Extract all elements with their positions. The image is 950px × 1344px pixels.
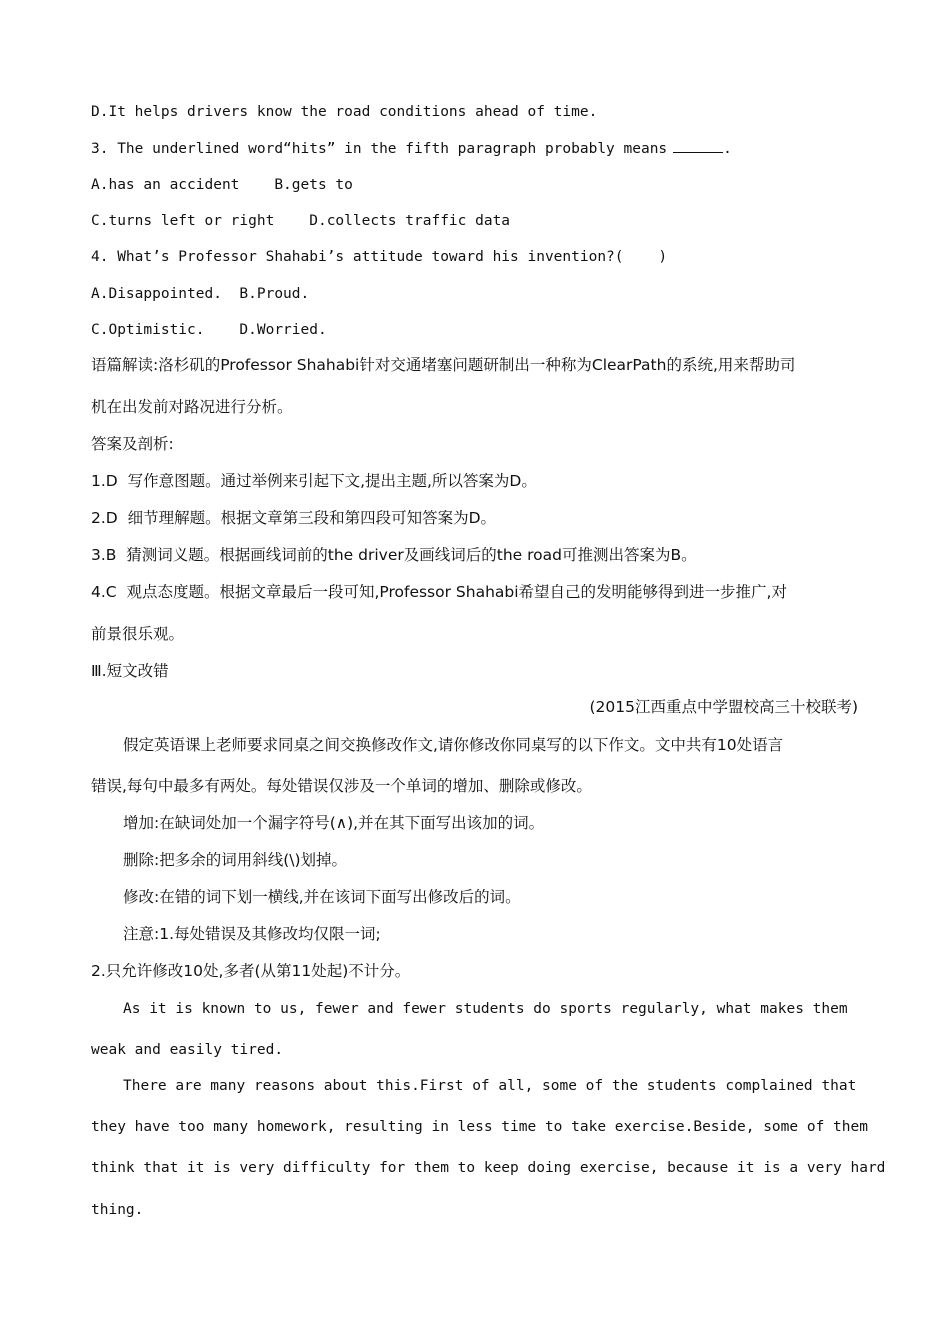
delete-rule: 删除:把多余的词用斜线(\)划掉。 <box>123 851 348 869</box>
essay-p2-line-1: There are many reasons about this.First of all, some of the students complained that <box>123 1078 857 1094</box>
answer-2: 2.D 细节理解题。根据文章第三段和第四段可知答案为D。 <box>91 509 497 527</box>
instruction-line-2: 错误,每句中最多有两处。每处错误仅涉及一个单词的增加、删除或修改。 <box>91 777 592 795</box>
q3-stem-end: . <box>723 141 732 157</box>
answer-4-line-1: 4.C 观点态度题。根据文章最后一段可知,Professor Shahabi希望自己的发明能够得到进一步推广,对 <box>91 583 787 601</box>
q4-options-ab: A.Disappointed. B.Proud. <box>91 286 310 302</box>
q3-options-ab: A.has an accident B.gets to <box>91 177 353 193</box>
summary-line-1: 语篇解读:洛杉矶的Professor Shahabi针对交通堵塞问题研制出一种称为ClearPath的系统,用来帮助司 <box>91 356 796 374</box>
note-2: 2.只允许修改10处,多者(从第11处起)不计分。 <box>91 962 411 980</box>
q4-stem: 4. What’s Professor Shahabi’s attitude toward his invention?( ) <box>91 249 668 265</box>
q3-options-cd: C.turns left or right D.collects traffic data <box>91 213 511 229</box>
answer-blank <box>673 138 723 153</box>
q3-stem <box>91 138 732 159</box>
q3-stem-text: 3. The underlined word“hits” in the fifth paragraph probably means <box>91 141 668 157</box>
essay-p2-line-2: they have too many homework, resulting in less time to take exercise.Beside, some of them <box>91 1119 868 1135</box>
summary-line-2: 机在出发前对路况进行分析。 <box>91 398 293 416</box>
essay-p1-line-1: As it is known to us, fewer and fewer students do sports regularly, what makes them <box>123 1001 848 1017</box>
q2-option-d: D.It helps drivers know the road conditions ahead of time. <box>91 104 598 120</box>
essay-p1-line-2: weak and easily tired. <box>91 1042 284 1058</box>
answer-3: 3.B 猜测词义题。根据画线词前的the driver及画线词后的the road可推测出答案为B。 <box>91 546 697 564</box>
q4-options-cd: C.Optimistic. D.Worried. <box>91 322 327 338</box>
note-1: 注意:1.每处错误及其修改均仅限一词; <box>123 925 381 943</box>
essay-p2-line-3: think that it is very difficulty for them to keep doing exercise, because it is a very hard <box>91 1160 886 1176</box>
instruction-line-1: 假定英语课上老师要求同桌之间交换修改作文,请你修改你同桌写的以下作文。文中共有10处语言 <box>123 736 784 754</box>
answer-1: 1.D 写作意图题。通过举例来引起下文,提出主题,所以答案为D。 <box>91 472 537 490</box>
answer-heading: 答案及剖析: <box>91 435 174 453</box>
answer-4-line-2: 前景很乐观。 <box>91 625 185 643</box>
essay-p2-line-4: thing. <box>91 1202 144 1218</box>
modify-rule: 修改:在错的词下划一横线,并在该词下面写出修改后的词。 <box>123 888 521 906</box>
add-rule: 增加:在缺词处加一个漏字符号(∧),并在其下面写出该加的词。 <box>123 814 545 832</box>
section-heading: Ⅲ.短文改错 <box>91 662 169 680</box>
source-note: (2015江西重点中学盟校高三十校联考) <box>589 698 858 716</box>
